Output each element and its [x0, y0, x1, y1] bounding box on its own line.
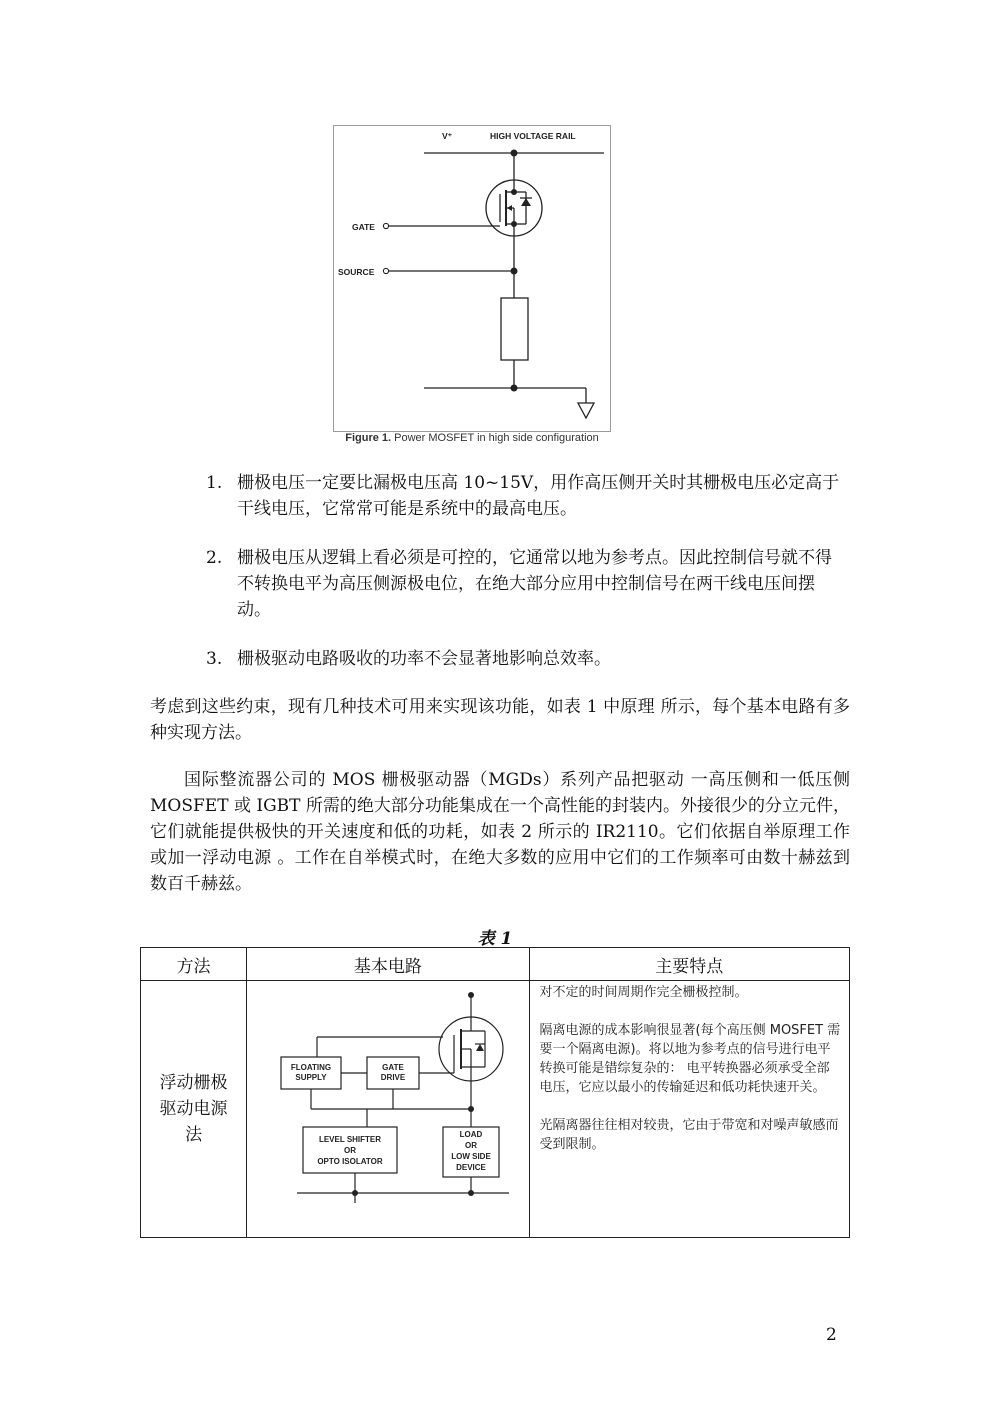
rail-label: HIGH VOLTAGE RAIL: [490, 131, 576, 141]
load-label-line3: LOW SIDE: [451, 1152, 491, 1161]
header-method: 方法: [141, 948, 247, 981]
list-item: [206, 545, 846, 623]
load-resistor: [501, 298, 528, 360]
figure-caption: [333, 432, 611, 445]
load-label-line1: LOAD: [459, 1130, 483, 1139]
list-number: 2.: [206, 548, 223, 568]
table-row: [141, 981, 850, 1238]
level-shifter-label-line2: OR: [344, 1146, 357, 1155]
method-name: 浮动栅极驱动电源法: [159, 1073, 228, 1145]
table-header-row: [141, 948, 850, 981]
figure-caption-label: Figure 1.: [345, 432, 392, 444]
list-number: 3.: [206, 649, 223, 669]
list-text: 栅极电压一定要比漏极电压高 10~15V，用作高压侧开关时其栅极电压必定高于干线电压，它常常可能是系统中的最高电压。: [237, 473, 840, 519]
circuit-cell: [247, 981, 529, 1238]
figure-1: [333, 125, 611, 432]
load-label-line4: DEVICE: [456, 1163, 487, 1172]
load-label-line2: OR: [465, 1141, 478, 1150]
feature-text: 隔离电源的成本影响很显著(每个高压侧 MOSFET 需要一个隔离电源)。将以地为参考点的信号进行电平转换可能是错综复杂的： 电平转换器必须承受全部电压，它应以最小的传输延迟和低功耗快速开关。: [539, 1023, 841, 1095]
table-title: 表 1: [477, 929, 513, 949]
features-cell: [529, 981, 849, 1238]
gate-drive-label-line2: DRIVE: [380, 1073, 406, 1082]
gate-terminal: [383, 223, 388, 228]
list-number: 1.: [206, 473, 223, 493]
level-shifter-label-line3: OPTO ISOLATOR: [317, 1157, 383, 1166]
floating-supply-label-line2: SUPPLY: [295, 1073, 327, 1082]
mosfet-high-side-schematic: [334, 126, 612, 433]
header-circuit: 基本电路: [247, 948, 529, 981]
header-features: 主要特点: [529, 948, 849, 981]
floating-supply-label-line1: FLOATING: [290, 1063, 332, 1072]
paragraph: 国际整流器公司的 MOS 栅极驱动器（MGDs）系列产品把驱动 一高压侧和一低压侧 MOSFET 或 IGBT 所需的绝大部分功能集成在一个高性能的封装内。外接很少的分立元件，它们就能提供极快的开关速度和低的功耗，如表 2 所示的 IR2110。它们依据自举原理工作或加一浮动电源 。工作在自举模式时，在绝大多数的应用中它们的工作频率可由数十赫兹到数百千赫兹。: [150, 770, 850, 894]
list-item: [206, 646, 846, 672]
source-label: SOURCE: [338, 267, 375, 277]
table-1: [140, 947, 850, 1238]
feature-text: 光隔离器往往相对较贵，它由于带宽和对噪声敏感而受到限制。: [539, 1118, 839, 1152]
page-number: 2: [826, 1325, 837, 1345]
v-plus-label: V⁺: [442, 131, 453, 141]
list-text: 栅极电压从逻辑上看必须是可控的，它通常以地为参考点。因此控制信号就不得不转换电平为高压侧源极电位，在绝大部分应用中控制信号在两干线电压间摆动。: [237, 548, 832, 620]
floating-supply-circuit-diagram: [247, 981, 529, 1237]
feature-text: 对不定的时间周期作完全栅极控制。: [539, 985, 748, 1000]
gate-label: GATE: [352, 222, 375, 232]
level-shifter-label-line1: LEVEL SHIFTER: [319, 1135, 382, 1144]
source-terminal: [383, 268, 388, 273]
gate-drive-label-line1: GATE: [382, 1063, 404, 1072]
paragraph: 考虑到这些约束，现有几种技术可用来实现该功能，如表 1 中原理 所示，每个基本电路有多种实现方法。: [150, 697, 850, 743]
ground-symbol: [578, 403, 594, 418]
list-item: [206, 470, 846, 522]
list-text: 栅极驱动电路吸收的功率不会显著地影响总效率。: [237, 649, 611, 669]
figure-caption-text: Power MOSFET in high side configuration: [394, 432, 599, 444]
